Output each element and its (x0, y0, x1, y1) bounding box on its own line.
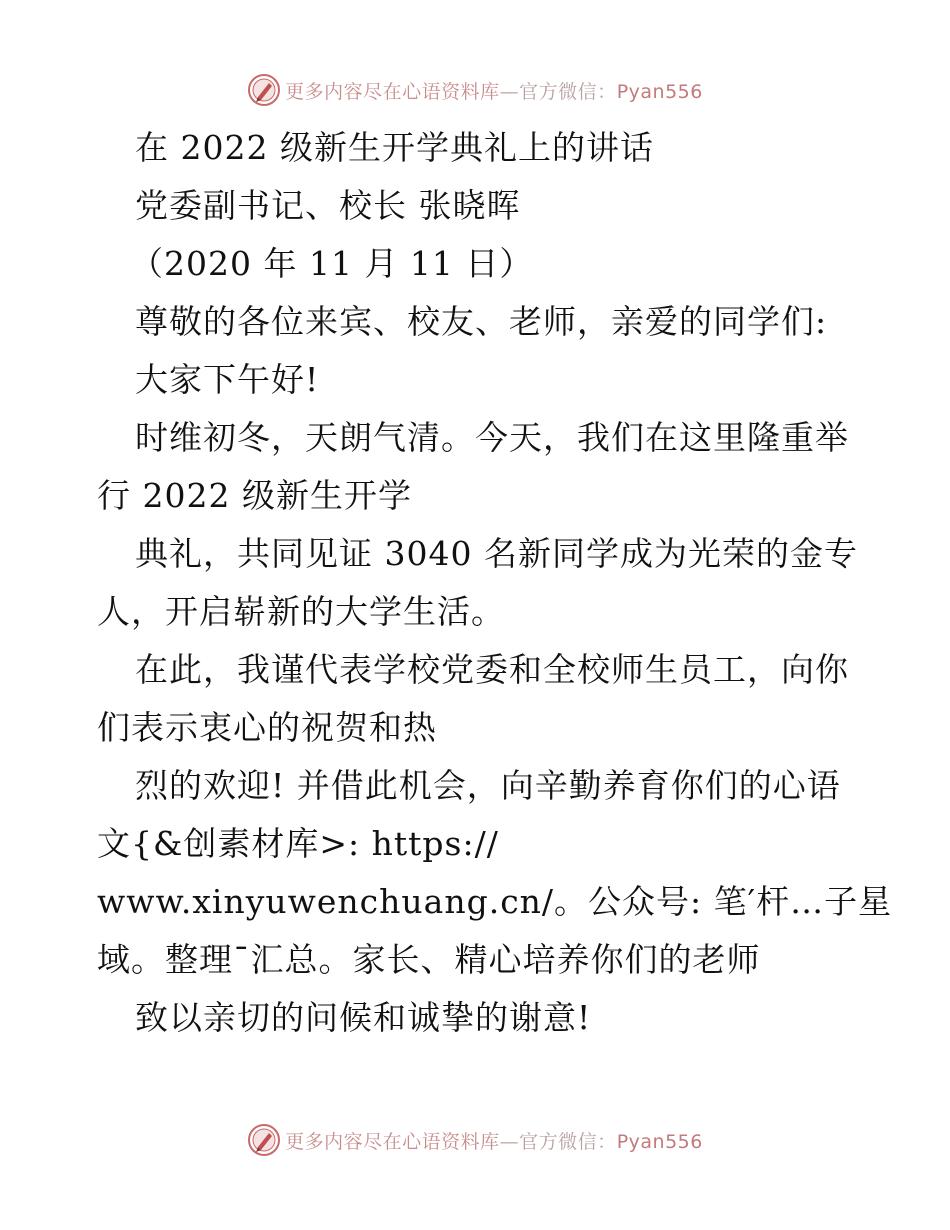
banner-main-text: 更多内容尽在心语资料库 (285, 1130, 500, 1153)
paragraph-line: 烈的欢迎! 并借此机会，向辛勤养育你们的心语 (135, 766, 841, 805)
banner-separator: — (499, 1130, 520, 1153)
banner-main-text: 更多内容尽在心语资料库 (285, 80, 500, 103)
banner-wechat-id: Pyan556 (616, 1130, 703, 1153)
banner-wechat-id: Pyan556 (616, 80, 703, 103)
pen-nib-logo-icon (247, 1123, 281, 1157)
banner-text (285, 77, 703, 104)
paragraph-line: 典礼，共同见证 3040 名新同学成为光荣的金专 (135, 534, 858, 573)
banner-text (285, 1127, 703, 1154)
banner-separator: — (499, 80, 520, 103)
date-line: （2020 年 11 月 11 日） (130, 244, 534, 283)
banner-official-label: 官方微信： (519, 80, 617, 103)
speaker-line: 党委副书记、校长 张晓晖 (135, 186, 521, 225)
paragraph-line: 致以亲切的问候和诚挚的谢意! (135, 998, 592, 1037)
header-banner (0, 70, 950, 110)
paragraph-line: 时维初冬，天朗气清。今天，我们在这里隆重举 (135, 418, 849, 457)
paragraph-line: 们表示衷心的祝贺和热 (97, 708, 437, 747)
salutation-line: 尊敬的各位来宾、校友、老师，亲爱的同学们: (135, 302, 828, 341)
paragraph-line: www.xinyuwenchuang.cn/。公众号: 笔′杆…子星 (97, 882, 893, 921)
greeting-line: 大家下午好! (135, 360, 320, 399)
paragraph-line: 人，开启崭新的大学生活。 (97, 592, 505, 631)
paragraph-line: 文{&创素材库>: https:// (97, 824, 499, 863)
speech-title: 在 2022 级新生开学典礼上的讲话 (135, 128, 654, 167)
pen-nib-logo-icon (247, 73, 281, 107)
banner-official-label: 官方微信： (519, 1130, 617, 1153)
footer-banner (0, 1120, 950, 1160)
paragraph-line: 行 2022 级新生开学 (97, 476, 412, 515)
paragraph-line: 在此，我谨代表学校党委和全校师生员工，向你 (135, 650, 849, 689)
paragraph-line: 域。整理¯汇总。家长、精心培养你们的老师 (97, 940, 761, 979)
